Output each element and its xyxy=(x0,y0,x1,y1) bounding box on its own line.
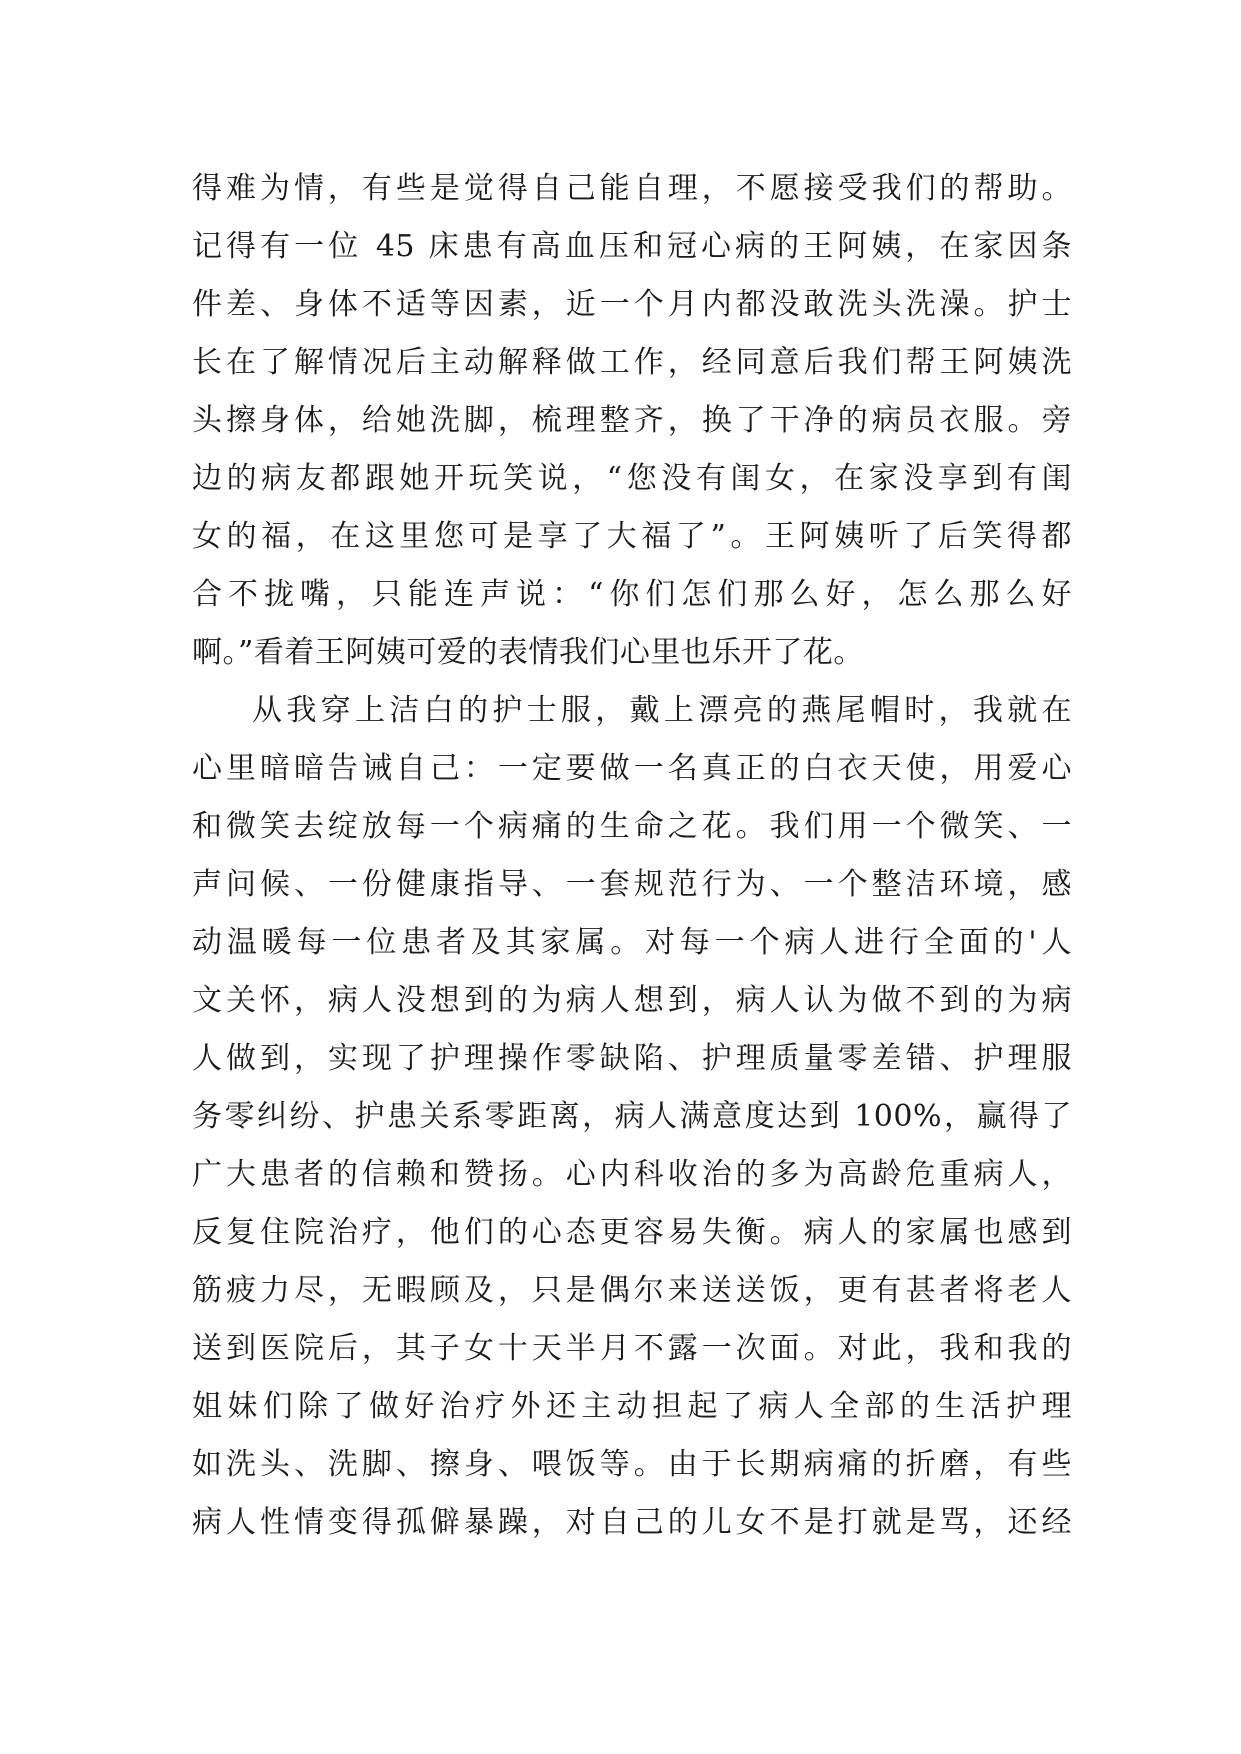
text-line: 件差、身体不适等因素，近一个月内都没敢洗头洗澡。护士 xyxy=(192,287,1072,322)
text-line: 声问候、一份健康指导、一套规范行为、一个整洁环境，感 xyxy=(192,867,1072,902)
text-line: 和微笑去绽放每一个病痛的生命之花。我们用一个微笑、一 xyxy=(192,809,1072,844)
text-line: 合不拢嘴，只能连声说：“你们怎们那么好，怎么那么好 xyxy=(192,577,1072,612)
paragraph-start-line: 从我穿上洁白的护士服，戴上漂亮的燕尾帽时，我就在 xyxy=(252,693,1072,728)
text-line: 广大患者的信赖和赞扬。心内科收治的多为高龄危重病人， xyxy=(192,1157,1072,1192)
text-line: 记得有一位 45 床患有高血压和冠心病的王阿姨，在家因条 xyxy=(192,229,1072,264)
text-line: 如洗头、洗脚、擦身、喂饭等。由于长期病痛的折磨，有些 xyxy=(192,1447,1072,1482)
text-line: 动温暖每一位患者及其家属。对每一个病人进行全面的'人 xyxy=(192,925,1072,960)
text-line: 务零纠纷、护患关系零距离，病人满意度达到 100%，赢得了 xyxy=(192,1099,1072,1134)
text-line: 姐妹们除了做好治疗外还主动担起了病人全部的生活护理 xyxy=(192,1389,1072,1424)
text-line: 人做到，实现了护理操作零缺陷、护理质量零差错、护理服 xyxy=(192,1041,1072,1076)
text-line: 女的福，在这里您可是享了大福了”。王阿姨听了后笑得都 xyxy=(192,519,1072,554)
text-line: 得难为情，有些是觉得自己能自理，不愿接受我们的帮助。 xyxy=(192,171,1072,206)
text-line: 病人性情变得孤僻暴躁，对自己的儿女不是打就是骂，还经 xyxy=(192,1505,1072,1540)
text-line: 啊。”看着王阿姨可爱的表情我们心里也乐开了花。 xyxy=(192,635,864,670)
text-line: 送到医院后，其子女十天半月不露一次面。对此，我和我的 xyxy=(192,1331,1072,1366)
text-line: 筋疲力尽，无暇顾及，只是偶尔来送送饭，更有甚者将老人 xyxy=(192,1273,1072,1308)
text-line: 长在了解情况后主动解释做工作，经同意后我们帮王阿姨洗 xyxy=(192,345,1072,380)
text-line: 文关怀，病人没想到的为病人想到，病人认为做不到的为病 xyxy=(192,983,1072,1018)
body-text xyxy=(192,160,1072,1552)
text-line: 心里暗暗告诫自己：一定要做一名真正的白衣天使，用爱心 xyxy=(192,751,1072,786)
text-line: 头擦身体，给她洗脚，梳理整齐，换了干净的病员衣服。旁 xyxy=(192,403,1072,438)
text-line: 反复住院治疗，他们的心态更容易失衡。病人的家属也感到 xyxy=(192,1215,1072,1250)
text-line: 边的病友都跟她开玩笑说，“您没有闺女，在家没享到有闺 xyxy=(192,461,1072,496)
